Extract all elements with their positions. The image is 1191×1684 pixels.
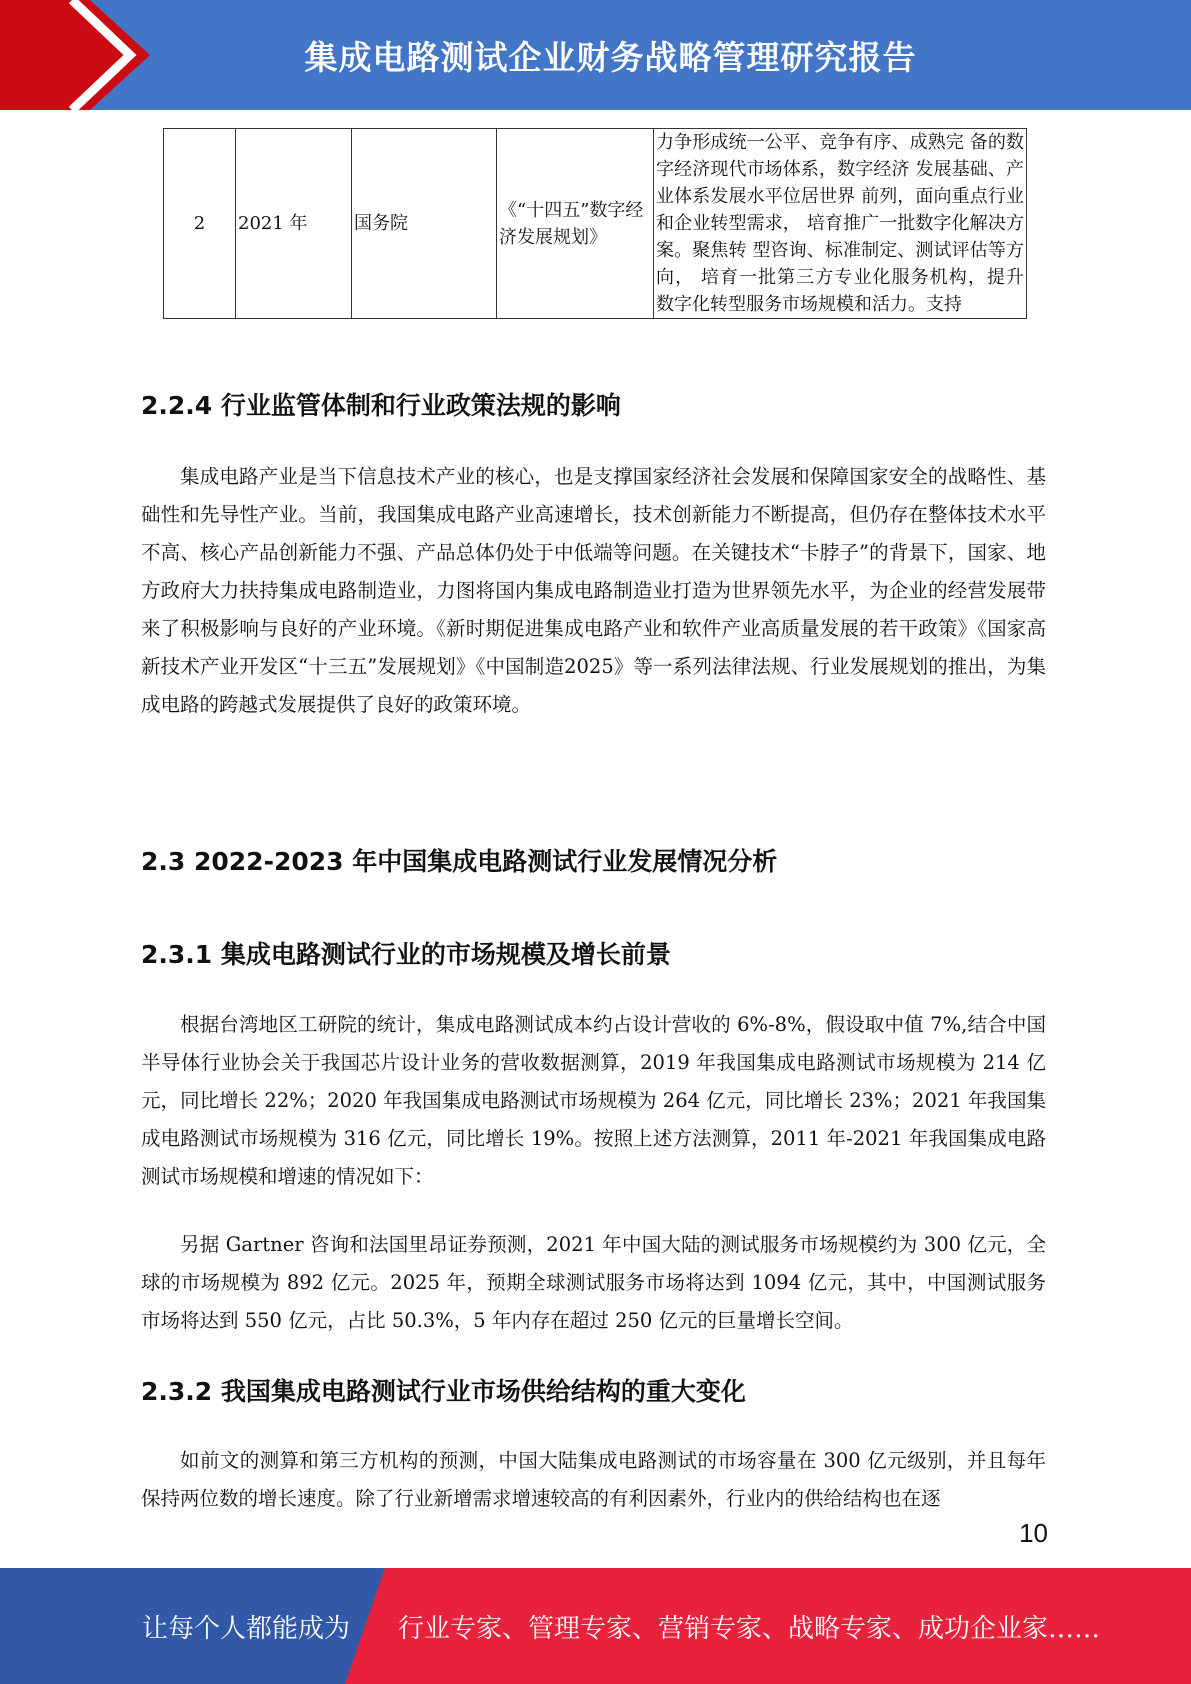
- table-cell-description: 力争形成统一公平、竞争有序、成熟完 备的数字经济现代市场体系，数字经济 发展基础、产业体系发展水平位居世界 前列，面向重点行业和企业转型需求， 培育推广一批数字化解决方案。聚焦转 型咨询、标准制定、测试评估等方向， 培育一批第三方专业化服务机构，提升 数字化转型服务市场规模和活力。支持: [654, 129, 1027, 319]
- page-number: 10: [1019, 1518, 1048, 1548]
- page-header: [0, 0, 1191, 110]
- paragraph-2-2-4: 集成电路产业是当下信息技术产业的核心，也是支撑国家经济社会发展和保障国家安全的战略性、基础性和先导性产业。当前，我国集成电路产业高速增长，技术创新能力不断提高，但仍存在整体技术水平不高、核心产品创新能力不强、产品总体仍处于中低端等问题。在关键技术“卡脖子”的背景下，国家、地方政府大力扶持集成电路制造业，力图将国内集成电路制造业打造为世界领先水平，为企业的经营发展带来了积极影响与良好的产业环境。《新时期促进集成电路产业和软件产业高质量发展的若干政策》《国家高新技术产业开发区“十三五”发展规划》《中国制造2025》等一系列法律法规、行业发展规划的推出，为集成电路的跨越式发展提供了良好的政策环境。: [141, 465, 1046, 716]
- paragraph-2-3-2: 如前文的测算和第三方机构的预测，中国大陆集成电路测试的市场容量在 300 亿元级别，并且每年保持两位数的增长速度。除了行业新增需求增速较高的有利因素外，行业内的供给结构也在逐: [141, 1449, 1046, 1510]
- footer-slogan-left: 让每个人都能成为: [142, 1613, 351, 1644]
- table-cell-organization: 国务院: [352, 129, 497, 319]
- paragraph-2-3-1-b: 另据 Gartner 咨询和法国里昂证券预测，2021 年中国大陆的测试服务市场规模约为 300 亿元，全球的市场规模为 892 亿元。2025 年，预期全球测试服务市场将达到 1094 亿元，其中，中国测试服务市场将达到 550 亿元，占比 50.3%，5 年内存在超过 250 亿元的巨量增长空间。: [141, 1233, 1046, 1332]
- section-heading-2-3-2: 2.3.2 我国集成电路测试行业市场供给结构的重大变化: [141, 1377, 746, 1406]
- table-cell-document: 《“十四五”数字经济发展规划》: [497, 129, 654, 319]
- report-title: 集成电路测试企业财务战略管理研究报告: [304, 37, 917, 77]
- header-arrow-decoration: [0, 0, 160, 110]
- section-heading-2-3-1: 2.3.1 集成电路测试行业的市场规模及增长前景: [141, 940, 671, 969]
- policy-table: [163, 128, 1027, 319]
- table-cell-year: 2021 年: [236, 129, 352, 319]
- table-cell-number: 2: [164, 129, 236, 319]
- footer-slogan-right: 行业专家、管理专家、营销专家、战略专家、成功企业家……: [398, 1613, 1101, 1644]
- page-footer: [0, 1568, 1191, 1684]
- section-heading-2-2-4: 2.2.4 行业监管体制和行业政策法规的影响: [141, 391, 621, 420]
- paragraph-2-3-1-a: 根据台湾地区工研院的统计，集成电路测试成本约占设计营收的 6%-8%，假设取中值 7%,结合中国半导体行业协会关于我国芯片设计业务的营收数据测算，2019 年我国集成电路测试市场规模为 214 亿元，同比增长 22%；2020 年我国集成电路测试市场规模为 264 亿元，同比增长 23%；2021 年我国集成电路测试市场规模为 316 亿元，同比增长 19%。按照上述方法测算，2011 年-2021 年我国集成电路测试市场规模和增速的情况如下：: [141, 1013, 1046, 1188]
- table-row: [164, 129, 1027, 319]
- section-heading-2-3: 2.3 2022-2023 年中国集成电路测试行业发展情况分析: [141, 847, 778, 876]
